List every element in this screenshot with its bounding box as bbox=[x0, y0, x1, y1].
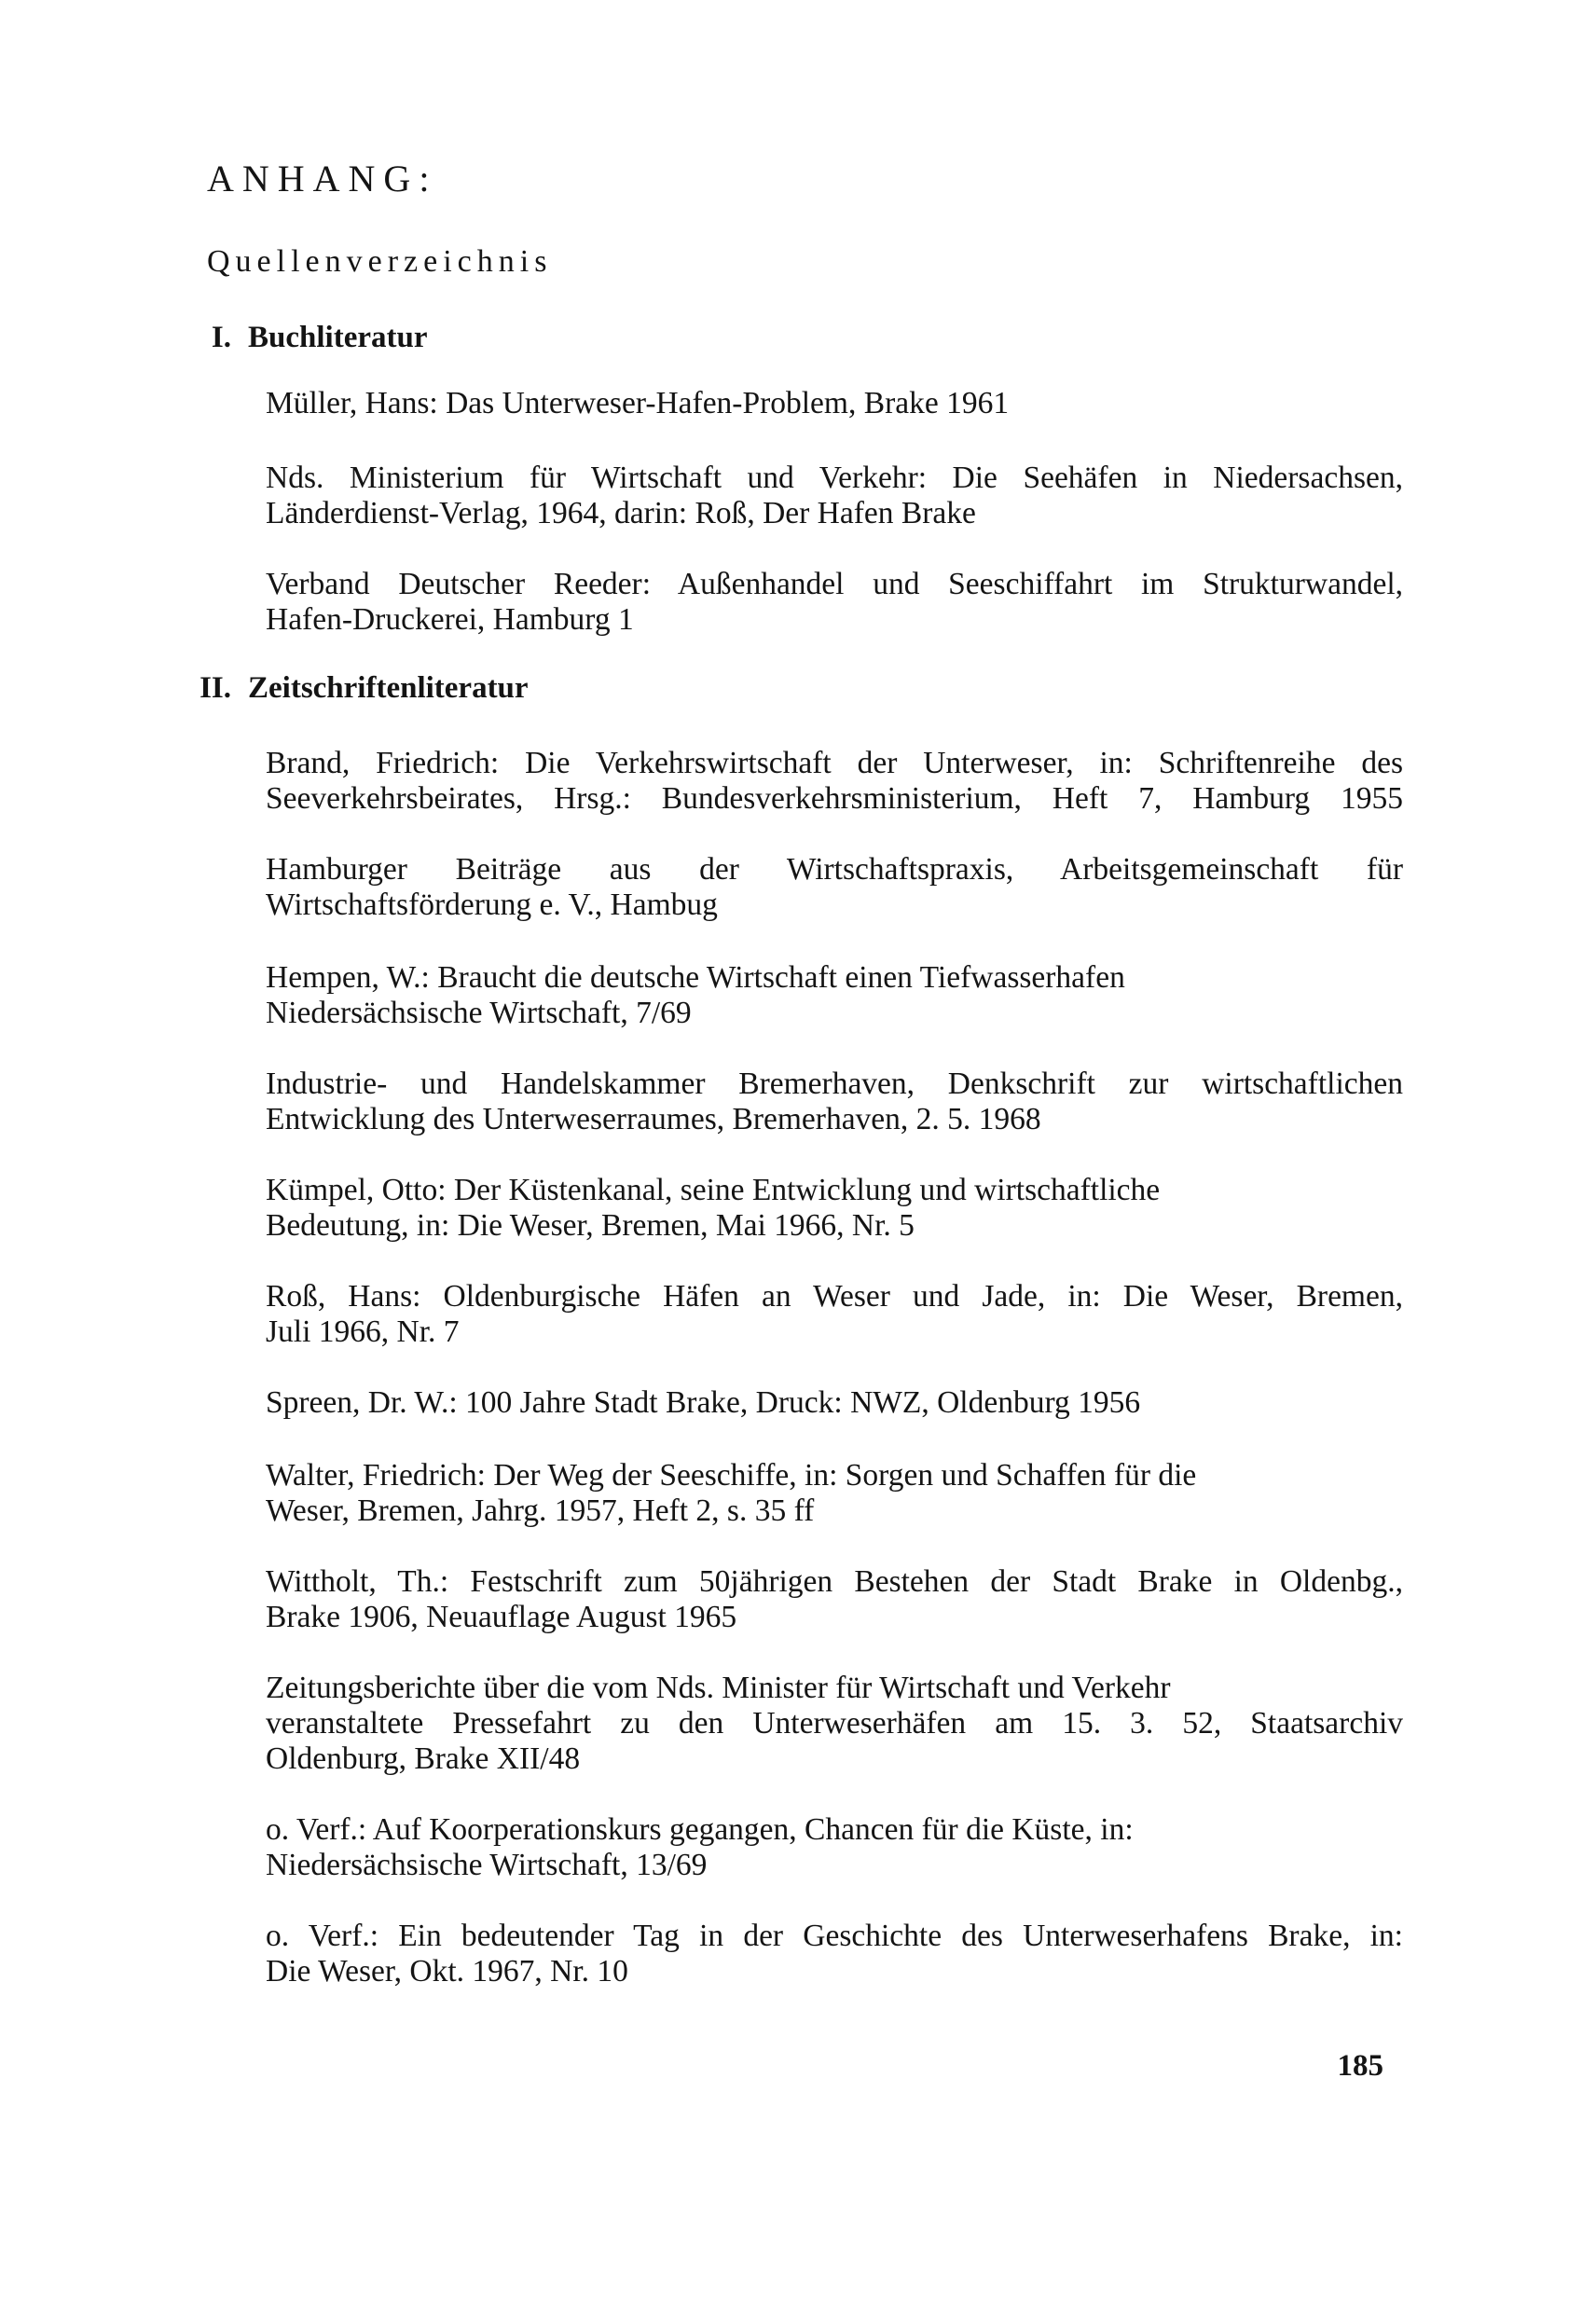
bibliography-entry bbox=[266, 1919, 1403, 1989]
bibliography-entry bbox=[266, 1458, 1403, 1529]
page-number: 185 bbox=[1337, 2049, 1383, 2083]
entry-line: Wirtschaftsförderung e. V., Hambug bbox=[266, 888, 718, 922]
bibliography-entry bbox=[266, 746, 1403, 817]
entry-line: Oldenburg, Brake XII/48 bbox=[266, 1741, 581, 1776]
section-title: Buchliteratur bbox=[248, 321, 428, 354]
bibliography-entry bbox=[266, 1564, 1403, 1635]
entry-line: Wittholt, Th.: Festschrift zum 50jährigen Bestehen der Stadt Brake in Oldenbg., bbox=[266, 1564, 1403, 1599]
section-heading-buchliteratur bbox=[207, 323, 427, 353]
entry-line: o. Verf.: Auf Koorperationskurs gegangen, Chancen für die Küste, in: bbox=[266, 1812, 1134, 1847]
bibliography-entry bbox=[266, 852, 1403, 923]
bibliography-entry bbox=[266, 386, 1403, 421]
appendix-heading: ANHANG: bbox=[207, 158, 438, 200]
entry-line: Spreen, Dr. W.: 100 Jahre Stadt Brake, Druck: NWZ, Oldenburg 1956 bbox=[266, 1385, 1141, 1420]
entry-line: Bedeutung, in: Die Weser, Bremen, Mai 1966, Nr. 5 bbox=[266, 1208, 915, 1243]
entry-line: Entwicklung des Unterweserraumes, Bremerhaven, 2. 5. 1968 bbox=[266, 1102, 1041, 1136]
entry-line: Länderdienst-Verlag, 1964, darin: Roß, Der Hafen Brake bbox=[266, 496, 976, 530]
entry-line: Die Weser, Okt. 1967, Nr. 10 bbox=[266, 1954, 628, 1989]
entry-line: Hafen-Druckerei, Hamburg 1 bbox=[266, 602, 634, 637]
entry-line: Brand, Friedrich: Die Verkehrswirtschaft der Unterweser, in: Schriftenreihe des bbox=[266, 746, 1403, 780]
entry-line: Juli 1966, Nr. 7 bbox=[266, 1314, 460, 1349]
entry-line: Kümpel, Otto: Der Küstenkanal, seine Entwicklung und wirtschaftliche bbox=[266, 1173, 1161, 1207]
entry-line: Verband Deutscher Reeder: Außenhandel und Seeschiffahrt im Strukturwandel, bbox=[266, 567, 1403, 601]
entry-line: Niedersächsische Wirtschaft, 7/69 bbox=[266, 996, 692, 1030]
entry-line: Weser, Bremen, Jahrg. 1957, Heft 2, s. 35 ff bbox=[266, 1493, 815, 1528]
entry-line: Hamburger Beiträge aus der Wirtschaftspraxis, Arbeitsgemeinschaft für bbox=[266, 852, 1403, 887]
bibliography-entry bbox=[266, 1279, 1403, 1350]
bibliography-entry bbox=[266, 461, 1403, 531]
entry-line: Müller, Hans: Das Unterweser-Hafen-Problem, Brake 1961 bbox=[266, 386, 1010, 420]
entry-line: veranstaltete Pressefahrt zu den Unterweserhäfen am 15. 3. 52, Staatsarchiv bbox=[266, 1706, 1403, 1741]
bibliography-entry bbox=[266, 567, 1403, 638]
entry-line: Roß, Hans: Oldenburgische Häfen an Weser und Jade, in: Die Weser, Bremen, bbox=[266, 1279, 1403, 1314]
section-title: Zeitschriftenliteratur bbox=[248, 671, 529, 705]
section-number: II. bbox=[200, 671, 231, 705]
bibliography-entry bbox=[266, 1812, 1403, 1883]
bibliography-entry bbox=[266, 1067, 1403, 1137]
bibliography-subheading: Quellenverzeichnis bbox=[207, 244, 553, 279]
entry-line: Zeitungsberichte über die vom Nds. Minister für Wirtschaft und Verkehr bbox=[266, 1671, 1171, 1705]
entry-line: Hempen, W.: Braucht die deutsche Wirtschaft einen Tiefwasserhafen bbox=[266, 960, 1125, 995]
entry-line: Walter, Friedrich: Der Weg der Seeschiffe, in: Sorgen und Schaffen für die bbox=[266, 1458, 1197, 1493]
bibliography-entry bbox=[266, 960, 1403, 1031]
entry-line: Brake 1906, Neuauflage August 1965 bbox=[266, 1600, 737, 1634]
entry-line: Seeverkehrsbeirates, Hrsg.: Bundesverkehrsministerium, Heft 7, Hamburg 1955 bbox=[266, 781, 1403, 816]
bibliography-entry bbox=[266, 1385, 1403, 1421]
bibliography-entry bbox=[266, 1671, 1403, 1777]
entry-line: Industrie- und Handelskammer Bremerhaven, Denkschrift zur wirtschaftlichen bbox=[266, 1067, 1403, 1101]
bibliography-entry bbox=[266, 1173, 1403, 1244]
entry-line: Niedersächsische Wirtschaft, 13/69 bbox=[266, 1848, 708, 1882]
section-heading-zeitschriftenliteratur bbox=[200, 671, 529, 705]
section-number: I. bbox=[211, 321, 231, 354]
entry-line: Nds. Ministerium für Wirtschaft und Verkehr: Die Seehäfen in Niedersachsen, bbox=[266, 461, 1403, 495]
entry-line: o. Verf.: Ein bedeutender Tag in der Geschichte des Unterweserhafens Brake, in: bbox=[266, 1919, 1403, 1953]
